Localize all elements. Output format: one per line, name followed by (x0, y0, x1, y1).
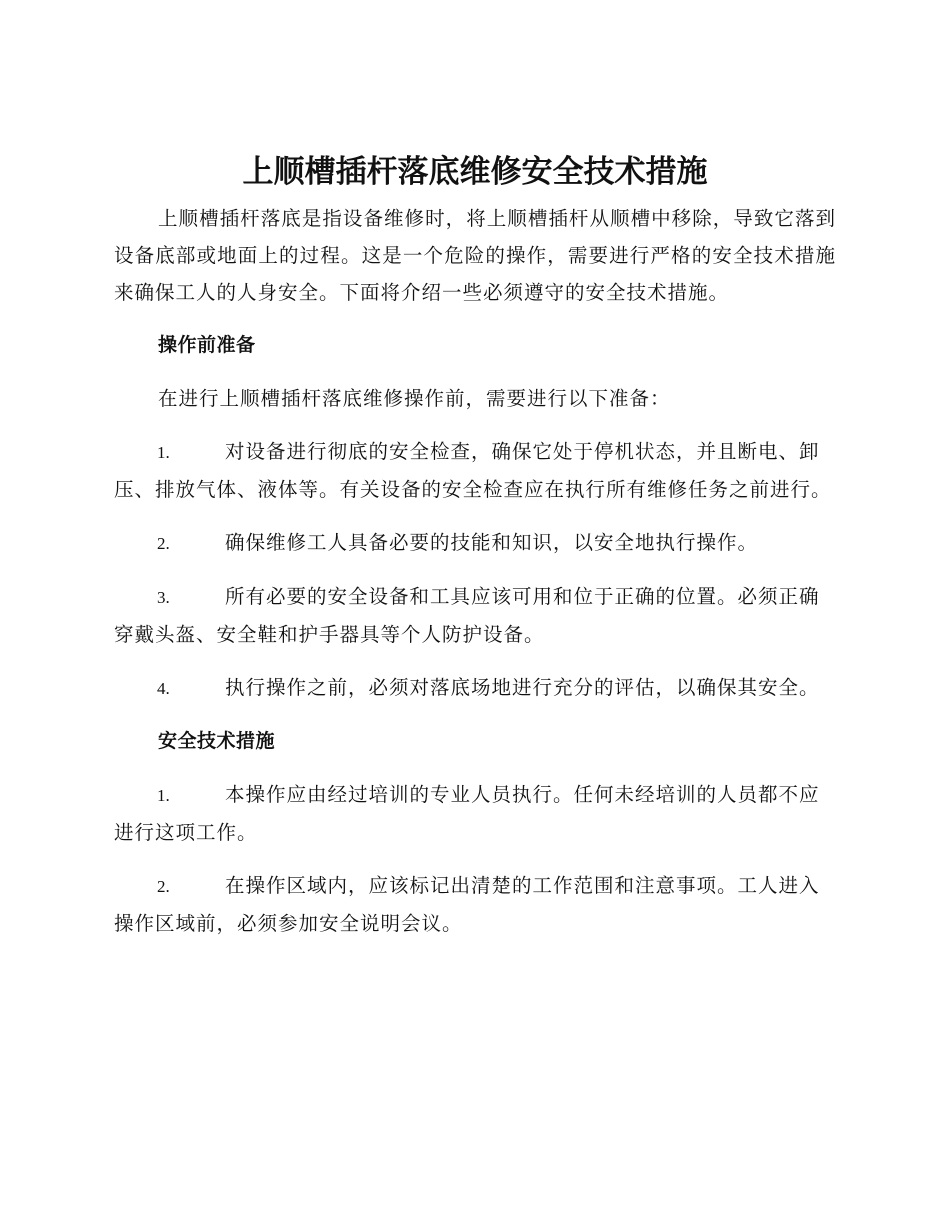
list-item (114, 433, 836, 508)
list-item (114, 578, 836, 653)
list-item-number: 4. (157, 679, 170, 698)
list-item-number: 1. (157, 786, 170, 805)
intro-paragraph: 上顺槽插杆落底是指设备维修时，将上顺槽插杆从顺槽中移除，导致它落到设备底部或地面上的过程。这是一个危险的操作，需要进行严格的安全技术措施来确保工人的人身安全。下面将介绍一些必须遵守的安全技术措施。 (114, 207, 836, 304)
list-item (114, 867, 836, 942)
list-item-text: 所有必要的安全设备和工具应该可用和位于正确的位置。必须正确穿戴头盔、安全鞋和护手器具等个人防护设备。 (114, 585, 820, 646)
list-item (114, 776, 836, 851)
list-item-number: 2. (157, 877, 170, 896)
list-item (114, 524, 836, 562)
list-item-text: 确保维修工人具备必要的技能和知识，以安全地执行操作。 (225, 531, 759, 554)
list-item (114, 669, 836, 707)
list-item-number: 1. (157, 443, 170, 462)
list-item-text: 对设备进行彻底的安全检查，确保它处于停机状态，并且断电、卸压、排放气体、液体等。有关设备的安全检查应在执行所有维修任务之前进行。 (114, 440, 832, 501)
list-item-text: 本操作应由经过培训的专业人员执行。任何未经培训的人员都不应进行这项工作。 (114, 783, 820, 844)
preparation-lead: 在进行上顺槽插杆落底维修操作前，需要进行以下准备： (158, 387, 671, 410)
list-item-text: 执行操作之前，必须对落底场地进行充分的评估，以确保其安全。 (225, 676, 820, 699)
list-item-number: 2. (157, 534, 170, 553)
document-page (114, 150, 836, 942)
section-heading-safety-measures: 安全技术措施 (158, 730, 276, 752)
document-title: 上顺槽插杆落底维修安全技术措施 (242, 154, 708, 190)
section-heading-preparation: 操作前准备 (158, 334, 256, 356)
list-item-text: 在操作区域内，应该标记出清楚的工作范围和注意事项。工人进入操作区域前，必须参加安全说明会议。 (114, 874, 820, 935)
list-item-number: 3. (157, 588, 170, 607)
